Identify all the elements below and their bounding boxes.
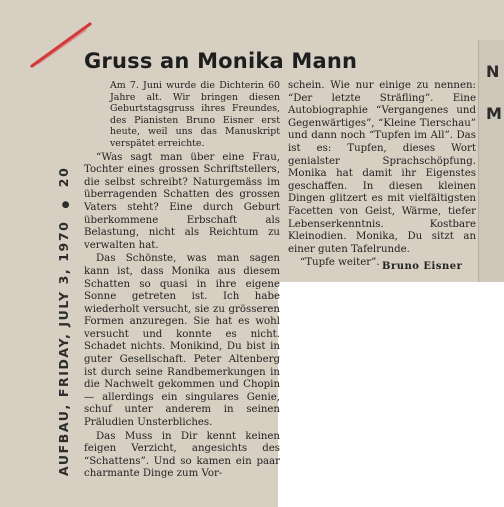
dateline [56, 167, 71, 476]
dateline-text: AUFBAU, FRIDAY, JULY 3, 1970 [56, 220, 71, 476]
adjacent-column-letter: M [486, 104, 502, 123]
author-signature: Bruno Eisner [382, 261, 463, 272]
article-paragraph: schein. Wie nur einige zu nennen: “Der letzte Sträfling”. Eine Autobiographie “Vergangenes und Gegenwärtiges”, “Kleine Tierschau” und dann noch “Tupfen im All”. Das ist es: Tupfen, dieses Wort genialster Sprachschöpfung. Monika hat damit ihr Eigenstes geschaffen. In diesen kleinen Dingen glitzert es mit vielfältigsten Facetten von Geist, Wärme, tiefer Lebenserkenntnis. Kostbare Kleinodien. Monika, Du sitzt an einer guten Tafelrunde. [288, 80, 476, 255]
article-paragraph: Das Schönste, was man sagen kann ist, dass Monika aus diesem Schatten so quasi in ihre eigene Sonne getreten ist. Ich habe wiederholt versucht, sie zu grösseren Formen anzuregen. Sie hat es wohl versucht und konnte es nicht. Schadet nichts. Monikind, Du bist in guter Gesellschaft. Peter Altenberg ist durch seine Randbemerkungen in die Nachwelt gekommen und Chopin — allerdings ein singulares Genie, schuf unter anderem in seinen Präludien Unsterbliches. [84, 253, 280, 429]
dateline-bullet: ● [61, 199, 71, 209]
article-paragraph: Das Muss in Dir kennt keinen feigen Verzicht, angesichts des “Schattens”. Und so kamen ein paar charmante Dinge zum Vor- [84, 430, 280, 480]
page-number: 20 [56, 166, 71, 188]
editor-intro: Am 7. Juni wurde die Dichterin 60 Jahre alt. Wir bringen diesen Geburtstagsgruss ihres Freundes, des Pianisten Bruno Eisner erst heute, weil uns das Manuskript verspätet erreichte. [110, 80, 280, 149]
torn-blank-area [278, 282, 504, 507]
article-headline: Gruss an Monika Mann [84, 49, 358, 73]
article-column-1 [84, 80, 280, 481]
adjacent-column-letter: N [486, 62, 500, 81]
article-column-2 [288, 80, 476, 270]
article-paragraph: “Was sagt man über eine Frau, Tochter eines grossen Schriftstellers, die selbst schreibt? Naturgemäss im überragenden Schatten des grossen Vaters steht? Eine durch Geburt überkommene Erbschaft als Belastung, nicht als Reichtum zu verwalten hat. [84, 151, 280, 251]
article-closing-quote: “Tupfe weiter”. [300, 257, 380, 269]
